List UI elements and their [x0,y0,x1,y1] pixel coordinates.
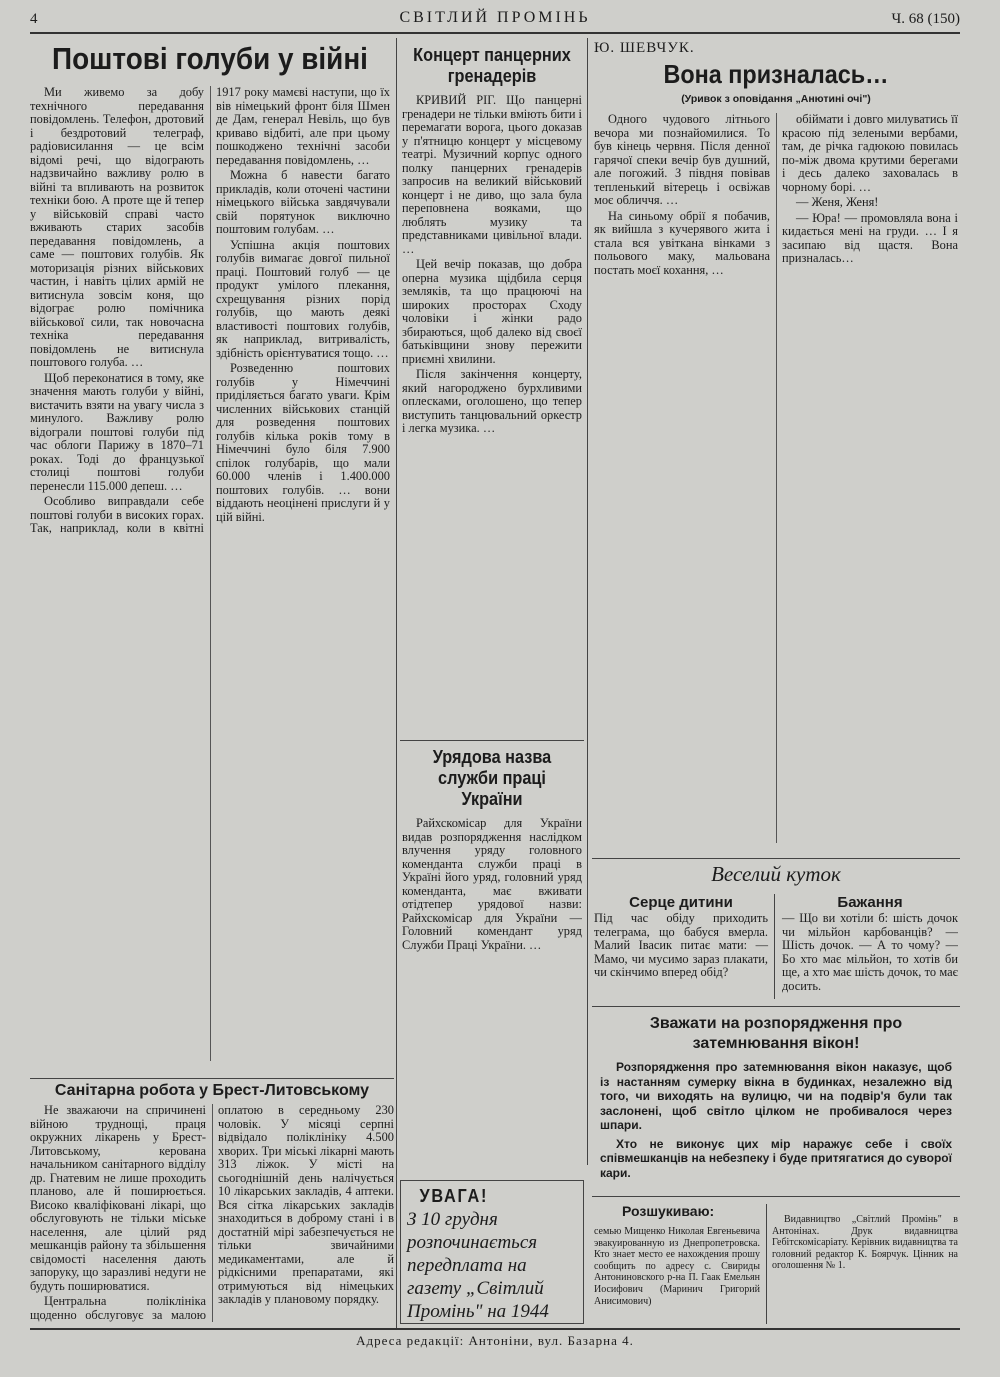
paragraph: Центральна поліклініка щоденно обслуговує за малою оплатою в середньому 230 чоловік. У місяці серпні відвідало поліклініку 4.500 хворих. Три міські лікарні мають 313 ліжок. У місті на сьогоднішній день налічується 10 лікарських закладів, 4 аптеки. Вся сітка лікарських закладів знаходиться в доброму стані і в достатній мірі забезпечується не тільки звичайними медикаментами, але й рідкісними препаратами, які отримуються від німецьких закладів у плановому порядку. [30,1103,394,1322]
publisher-imprint [772,1214,958,1324]
paragraph: Після закінчення концерту, який нагороджено бурхливими оплесками, оголошено, що тепер виступить танцювальний оркестр і легка музика. … [402,367,582,435]
article-concert-title: Концерт панцерних гренадерів [413,44,571,86]
paragraph: КРИВИЙ РІГ. Що панцерні гренадери не тільки вміють бити і перемагати ворога, цього доказав у п'ятницю концерт у місцевому театрі. Музичний корпус одного полку панцерних гренадерів запросив на великий військовий концерт і не диво, що зала була переповнена вояками, що люблять музику та представниками цивільної влади. … [402,93,582,256]
humor-corner-title: Веселий куток [711,862,841,886]
subscription-notice [400,1180,584,1324]
subscription-body: З 10 грудня розпочинається передплата на газету „Світлий Промінь" на 1944 [407,1209,549,1322]
joke-left [594,894,768,980]
masthead [30,6,960,34]
section-rule [592,858,960,859]
story-author: Ю. ШЕВЧУК. [594,40,695,56]
article-naming-body [402,817,582,952]
publisher-body: Видавництво „Світлий Промінь" в Антонінах. Друк видавництва Гебітскомісаріату. Керівник видавництва та головний редактор К. Боярчук. Цінник на оголошення № 1. [772,1214,958,1272]
blackout-notice [600,1014,952,1194]
article-concert-body [402,94,582,436]
newspaper-title: СВІТЛИЙ ПРОМІНЬ [399,9,591,26]
paragraph: Розведенню поштових голубів у Німеччині приділяється багато уваги. Крім численних військових станцій для розведення поштових голубів кілька років тому в Німеччині було біля 7.900 спілок голубарів, що мали 60.000 членів і 1.400.000 поштових голубів. … вони віддають неоцінені прислуги й у цій війні. [216,361,390,524]
paragraph: Не зважаючи на спричинені війною труднощі, праця окружних лікарень у Брест-Литовському, керована начальником санітарного відділу др. Гнатевим не лише проходить планово, але й поширюється. Високо кваліфіковані лікарі, що обслуговують не тільки міське населення, але цілий ряд мешканців району та збільшення свідомості населення дають запоруку, що заразливі недуги не будуть поширюватися. [30,1103,206,1293]
paragraph: Одного чудового літнього вечора ми познайомилися. То був кінець червня. Після денної гарячої спеки вечір був душний, але погожий. З півдня повівав тепленький вітерець і освіжав моє обличчя. … [594,112,770,207]
story-subtitle: (Уривок з оповідання „Анютині очі") [681,93,871,105]
page-number: 4 [30,11,38,27]
section-rule [400,740,584,741]
article-sanitary [30,1082,394,1326]
article-sanitary-body [30,1104,394,1322]
paragraph: — Юра! — промовляла вона і кидається мені на груди. … І я засипаю від щастя. Вона призналась… [782,210,958,265]
joke-right-title: Бажання [837,894,903,911]
column-rule [396,38,397,1328]
section-rule [592,1196,960,1197]
joke-left-title: Серце дитини [629,894,733,911]
article-concert [402,44,582,734]
paragraph: — Женя, Женя! [796,195,879,209]
paragraph: Цей вечір показав, що добра оперна музика щідбила серця земляків, та що працюючі на широких просторах Сходу чоловіки і жінки радо збираються, щоб далеко від своєї батьківщини знову пережити приємні хвилини. [402,257,582,366]
paragraph: На синьому обрії я побачив, як вийшла з кучерявого жита і стала вся увіткана вінками з польового маку, мальована постать моєї кохання, … [594,208,770,277]
article-naming-title: Урядова назва служби праці України [432,746,552,809]
article-pigeons-body [30,86,390,1061]
joke-divider [774,894,775,999]
paragraph: Можна б навести багато прикладів, коли оточені частини німецького війська завдячували свій порятунок виключно поштовим голубам. … [216,168,390,236]
blackout-body: Розпорядження про затемнювання вікон наказує, щоб із настанням сумерку вікна в будинках, незалежно від того, чи виходять на вулицю, чи на подвір'я були так заслонені, щоб світло цілком не пробивалося через шпари. [600,1060,952,1132]
article-pigeons [30,42,390,1072]
paragraph: Щоб переконатися в тому, яке значення мають голуби у війні, вистачить взяти на увагу числа з минулого. Важливу ролю відограли поштові голуби під час облоги Парижу в 1870–71 роках. Тоді до французької столиці поштові голуби перенесли 115.000 депеш. … [30,370,204,493]
search-notice [594,1202,760,1326]
joke-right [782,894,958,993]
paragraph: обіймати і довго милуватись її красою під зелеными вербами, там, де річка гадюкою повилась по-між двома крутими берегами і десь далеко заховалась в чорному борі. … [782,112,958,194]
paragraph: Особливо виправдали себе поштові голуби в високих горах. Так, наприклад, коли в квітні 1917 року мамєві наступи, що їх вів німецький фронт біля Шмен де Дам, генерал Невіль, що був криваво відбиті, але при цьому пошкоджено технічні засоби передавання повідомлень, … [30,85,390,535]
editorial-address: Адреса редакції: Антоніни, вул. Базарна 4. [30,1328,960,1349]
issue-number: Ч. 68 (150) [891,11,960,27]
article-story [594,40,958,855]
paragraph: Райхскомісар для України видав розпорядження наслідком влучення уряду головного коменданта служби праці в Україні його уряд, головний уряд коменданта, має вживати отідтепер урядової назви: Райхскомісар для України — Головний комендант уряд Служби Праці України. … [402,816,582,952]
blackout-warning: Хто не виконує цих мір наражує себе і своїх співмешканців на небезпеку і буде притягатися до суворої кари. [600,1136,952,1180]
humor-corner [594,862,958,1002]
story-body [594,113,958,843]
subscription-title: УВАГА! [419,1185,489,1206]
column-rule [587,38,588,1165]
section-rule [30,1078,394,1079]
search-title: Розшукиваю: [622,1203,715,1219]
article-sanitary-title: Санітарна робота у Брест-Литовському [54,1082,370,1099]
joke-left-body: Під час обіду приходить телеграма, що бабуся вмерла. Малий Івасик питає мати: — Мамо, чи мусимо зараз плакати, чи скінчимо вперед обід? [594,911,768,979]
story-title: Вона призналась… [663,59,889,89]
column-rule [766,1204,767,1324]
blackout-title: Зважати на розпорядження про затемнювання вікон! [649,1015,903,1052]
article-naming [402,746,582,1166]
article-pigeons-title: Поштові голуби у війні [52,42,368,76]
paragraph: Ми живемо за добу технічного передавання повідомлень. Телефон, дротовий і бездротовий телеграф, радіовисилання — це всім відомі речі, що відограють надзвичайно важливу ролю в війні та впливають на розвиток техніки бою. А проте ще й тепер у військовій справі часто вживають старих засобів передавання повідомлень, а саме — поштових голубів. Як моторизація різних військових частин, і навіть цілих армій не витиснула зовсім коня, що відограє ролю помічника військової сили, так новочасна техніка передавання повідомлень не витиснула поштового голуба. … [30,85,204,369]
joke-right-body: — Що ви хотіли б: шість дочок чи мільйон карбованців? — Шість дочок. — А то чому? — Бо хто має мільйон, то хотів би ще, а хто має шість дочок, то має досить. [782,911,958,993]
paragraph: Успішна акція поштових голубів вимагає довгої пильної праці. Поштовий голуб — це продукт умілого плекання, схрещування різних порід голубів, що мають деякі властивості поштових голубів, як наприклад, витривалість, здібність орієнтуватися тощо. … [216,237,390,360]
search-body: семью Мищенко Николая Евгеньевича эвакуированную из Днепропетровска. Кто знает место ее нахождения прошу сообщить по адресу с. Свириды Антониновского р-на П. Гаак Емельян Иосифович (Маринич Григорий Анисимович) [594,1226,760,1307]
section-rule [592,1006,960,1007]
